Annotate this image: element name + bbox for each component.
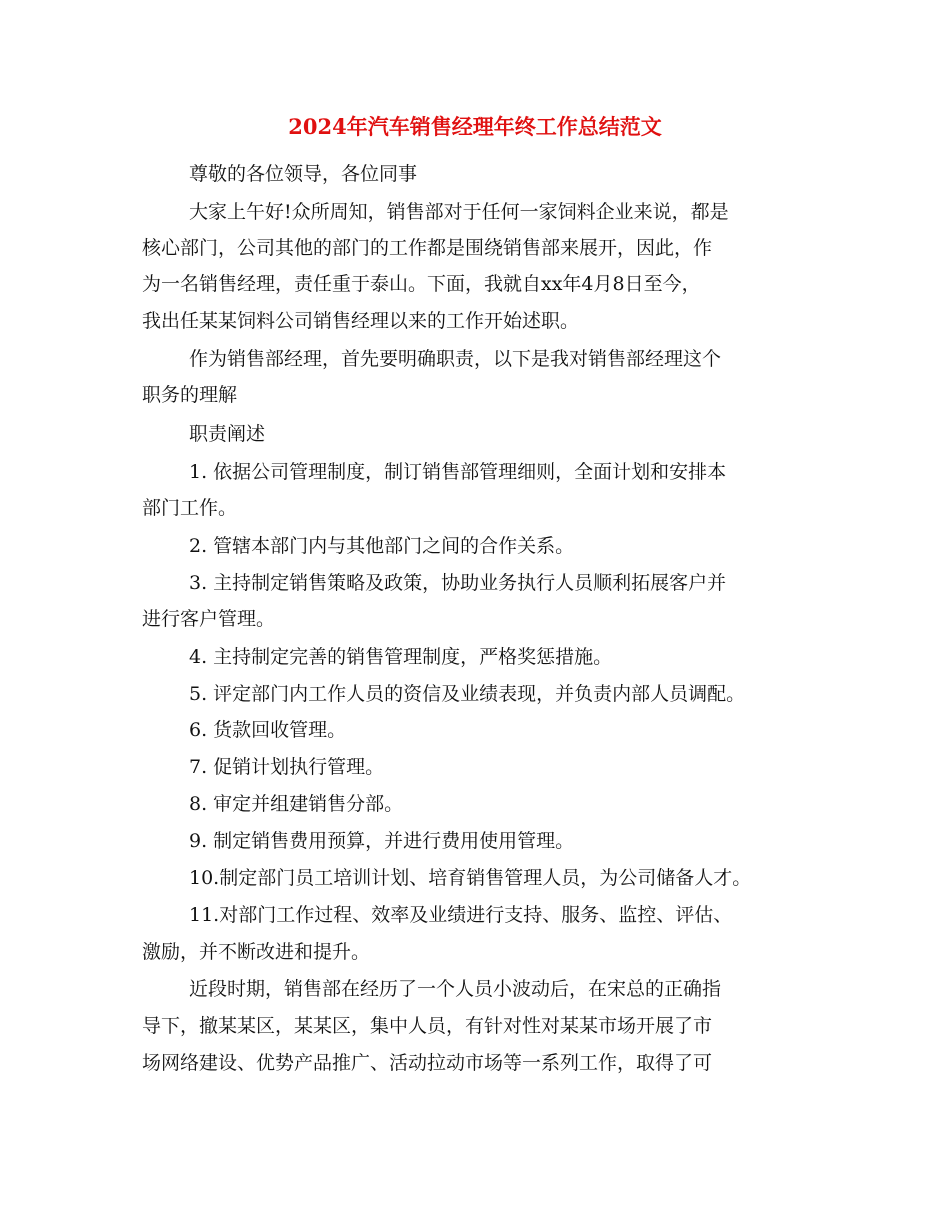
- list-item: 1. 依据公司管理制度，制订销售部管理细则，全面计划和安排本: [189, 461, 727, 483]
- list-item: 2. 管辖本部门内与其他部门之间的合作关系。: [189, 535, 575, 557]
- list-item: 4. 主持制定完善的销售管理制度，严格奖惩措施。: [189, 646, 613, 668]
- paragraph-line: 我出任某某饲料公司销售经理以来的工作开始述职。: [142, 310, 580, 332]
- list-item-continuation: 进行客户管理。: [142, 608, 276, 630]
- document-title: 2024年汽车销售经理年终工作总结范文: [288, 114, 662, 139]
- paragraph-line: 导下，撤某某区，某某区，集中人员，有针对性对某某市场开展了市: [142, 1015, 713, 1037]
- list-item: 6. 货款回收管理。: [189, 719, 347, 741]
- list-item-continuation: 部门工作。: [142, 497, 238, 519]
- salutation: 尊敬的各位领导，各位同事: [189, 163, 418, 185]
- list-item: 10.制定部门员工培训计划、培育销售管理人员，为公司储备人才。: [189, 867, 752, 889]
- paragraph-line: 为一名销售经理，责任重于泰山。下面，我就自xx年4月8日至今，: [142, 273, 701, 295]
- list-item: 9. 制定销售费用预算，并进行费用使用管理。: [189, 830, 575, 852]
- paragraph-line: 大家上午好!众所周知，销售部对于任何一家饲料企业来说，都是: [189, 201, 729, 223]
- section-heading: 职责阐述: [189, 423, 266, 445]
- list-item: 8. 审定并组建销售分部。: [189, 793, 404, 815]
- paragraph-line: 核心部门，公司其他的部门的工作都是围绕销售部来展开，因此，作: [142, 237, 713, 259]
- list-item-continuation: 激励，并不断改进和提升。: [142, 941, 371, 963]
- list-item: 11.对部门工作过程、效率及业绩进行支持、服务、监控、评估、: [189, 904, 733, 926]
- paragraph-line: 场网络建设、优势产品推广、活动拉动市场等一系列工作，取得了可: [142, 1052, 713, 1074]
- paragraph-line: 职务的理解: [142, 384, 238, 406]
- paragraph-line: 近段时期，销售部在经历了一个人员小波动后，在宋总的正确指: [189, 978, 722, 1000]
- document-body: [142, 0, 822, 1230]
- list-item: 7. 促销计划执行管理。: [189, 756, 385, 778]
- list-item: 3. 主持制定销售策略及政策，协助业务执行人员顺利拓展客户并: [189, 572, 727, 594]
- paragraph-line: 作为销售部经理，首先要明确职责，以下是我对销售部经理这个: [189, 348, 722, 370]
- list-item: 5. 评定部门内工作人员的资信及业绩表现，并负责内部人员调配。: [189, 683, 746, 705]
